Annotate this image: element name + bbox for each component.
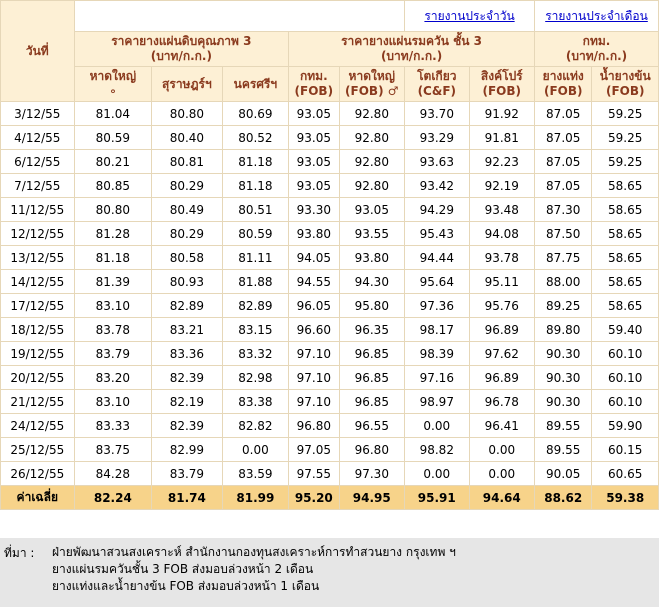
- price-cell: 82.39: [152, 366, 223, 390]
- group3-unit: (บาท/ก.ก.): [565, 49, 628, 63]
- price-cell: 84.28: [74, 462, 152, 486]
- column-header-unit: ∘: [109, 84, 117, 98]
- daily-report-link[interactable]: รายงานประจำวัน: [424, 8, 515, 23]
- price-cell: 60.10: [592, 366, 659, 390]
- price-cell: 93.48: [469, 198, 535, 222]
- spacer-cell: [74, 1, 405, 32]
- column-header: [469, 67, 535, 102]
- date-cell: 3/12/55: [1, 102, 75, 126]
- price-cell: 96.85: [339, 342, 405, 366]
- column-header-unit: (FOB): [294, 84, 334, 98]
- price-cell: 91.81: [469, 126, 535, 150]
- price-cell: 96.85: [339, 366, 405, 390]
- average-cell: 59.38: [592, 486, 659, 510]
- price-cell: 94.08: [469, 222, 535, 246]
- price-cell: 97.16: [405, 366, 469, 390]
- price-cell: 80.81: [152, 150, 223, 174]
- table-row: [1, 198, 659, 222]
- price-cell: 87.50: [535, 222, 592, 246]
- price-cell: 83.10: [74, 294, 152, 318]
- price-cell: 83.21: [152, 318, 223, 342]
- price-cell: 80.80: [152, 102, 223, 126]
- price-cell: 94.29: [405, 198, 469, 222]
- column-header-unit: (FOB): [605, 84, 645, 98]
- date-cell: 17/12/55: [1, 294, 75, 318]
- column-header-name: ยางแท่ง: [542, 69, 584, 83]
- table-row: [1, 294, 659, 318]
- table-row: [1, 126, 659, 150]
- table-row: [1, 390, 659, 414]
- table-row: [1, 366, 659, 390]
- price-cell: 60.10: [592, 342, 659, 366]
- price-cell: 93.30: [289, 198, 339, 222]
- price-cell: 98.39: [405, 342, 469, 366]
- source-line: ยางแท่งและน้ำยางข้น FOB ส่งมอบล่วงหน้า 1 เดือน: [52, 579, 320, 593]
- column-header-name: สุราษฎร์ฯ: [162, 76, 212, 91]
- column-header-name: น้ำยางข้น: [599, 69, 651, 83]
- price-cell: 92.19: [469, 174, 535, 198]
- price-cell: 93.05: [289, 126, 339, 150]
- price-cell: 95.11: [469, 270, 535, 294]
- table-row: [1, 102, 659, 126]
- price-cell: 81.04: [74, 102, 152, 126]
- price-cell: 96.80: [339, 438, 405, 462]
- price-cell: 97.30: [339, 462, 405, 486]
- price-cell: 96.78: [469, 390, 535, 414]
- price-cell: 80.58: [152, 246, 223, 270]
- price-cell: 93.05: [339, 198, 405, 222]
- date-cell: 26/12/55: [1, 462, 75, 486]
- average-cell: 88.62: [535, 486, 592, 510]
- daily-report-cell[interactable]: [405, 1, 535, 32]
- price-cell: 58.65: [592, 294, 659, 318]
- price-cell: 87.30: [535, 198, 592, 222]
- average-cell: 95.20: [289, 486, 339, 510]
- price-cell: 0.00: [469, 438, 535, 462]
- column-header: [222, 67, 288, 102]
- price-cell: 93.05: [289, 174, 339, 198]
- price-cell: 83.38: [222, 390, 288, 414]
- price-cell: 98.17: [405, 318, 469, 342]
- price-cell: 97.55: [289, 462, 339, 486]
- price-cell: 80.59: [74, 126, 152, 150]
- price-cell: 59.90: [592, 414, 659, 438]
- price-cell: 83.15: [222, 318, 288, 342]
- price-cell: 83.10: [74, 390, 152, 414]
- price-cell: 93.80: [339, 246, 405, 270]
- price-cell: 96.41: [469, 414, 535, 438]
- price-cell: 87.05: [535, 102, 592, 126]
- price-cell: 93.55: [339, 222, 405, 246]
- price-cell: 80.49: [152, 198, 223, 222]
- price-cell: 83.20: [74, 366, 152, 390]
- source-line: ยางแผ่นรมควันชั้น 3 FOB ส่งมอบล่วงหน้า 2 เดือน: [52, 562, 314, 576]
- price-cell: 59.40: [592, 318, 659, 342]
- price-cell: 89.25: [535, 294, 592, 318]
- column-header-name: โตเกียว: [417, 69, 457, 83]
- source-note: [0, 538, 659, 607]
- source-line: ฝ่ายพัฒนาสวนสงเคราะห์ สำนักงานกองทุนสงเคราะห์การทำสวนยาง กรุงเทพ ฯ: [52, 545, 456, 559]
- table-row: [1, 462, 659, 486]
- table-row: [1, 438, 659, 462]
- price-cell: 90.30: [535, 366, 592, 390]
- price-cell: 96.35: [339, 318, 405, 342]
- price-cell: 81.39: [74, 270, 152, 294]
- table-row: [1, 150, 659, 174]
- price-cell: 81.88: [222, 270, 288, 294]
- price-cell: 92.80: [339, 126, 405, 150]
- source-label: ที่มา :: [4, 546, 35, 560]
- price-cell: 81.28: [74, 222, 152, 246]
- price-cell: 82.19: [152, 390, 223, 414]
- table-row: [1, 174, 659, 198]
- bangkok-group-header: [535, 32, 659, 67]
- price-cell: 82.39: [152, 414, 223, 438]
- price-cell: 83.36: [152, 342, 223, 366]
- column-header-name: สิงค์โปร์: [480, 69, 523, 83]
- price-cell: 80.85: [74, 174, 152, 198]
- average-cell: 81.74: [152, 486, 223, 510]
- price-cell: 98.82: [405, 438, 469, 462]
- price-cell: 96.89: [469, 318, 535, 342]
- monthly-report-cell[interactable]: [535, 1, 659, 32]
- price-cell: 93.05: [289, 150, 339, 174]
- column-header: [339, 67, 405, 102]
- average-row: [1, 486, 659, 510]
- price-cell: 80.80: [74, 198, 152, 222]
- price-cell: 93.63: [405, 150, 469, 174]
- monthly-report-link[interactable]: รายงานประจำเดือน: [545, 8, 648, 23]
- price-cell: 95.80: [339, 294, 405, 318]
- price-cell: 81.11: [222, 246, 288, 270]
- price-cell: 60.10: [592, 390, 659, 414]
- price-cell: 59.25: [592, 150, 659, 174]
- date-cell: 13/12/55: [1, 246, 75, 270]
- price-cell: 58.65: [592, 222, 659, 246]
- price-cell: 93.42: [405, 174, 469, 198]
- average-cell: 82.24: [74, 486, 152, 510]
- price-cell: 58.65: [592, 270, 659, 294]
- date-cell: 7/12/55: [1, 174, 75, 198]
- price-cell: 89.55: [535, 414, 592, 438]
- price-cell: 80.52: [222, 126, 288, 150]
- group2-unit: (บาท/ก.ก.): [380, 49, 443, 63]
- date-cell: 4/12/55: [1, 126, 75, 150]
- price-cell: 83.79: [152, 462, 223, 486]
- date-header: วันที่: [1, 1, 75, 102]
- price-cell: 97.10: [289, 342, 339, 366]
- price-cell: 0.00: [405, 462, 469, 486]
- table-row: [1, 414, 659, 438]
- price-cell: 94.30: [339, 270, 405, 294]
- date-cell: 21/12/55: [1, 390, 75, 414]
- date-cell: 20/12/55: [1, 366, 75, 390]
- price-cell: 88.00: [535, 270, 592, 294]
- price-cell: 92.23: [469, 150, 535, 174]
- price-cell: 81.18: [74, 246, 152, 270]
- price-cell: 95.64: [405, 270, 469, 294]
- price-cell: 97.62: [469, 342, 535, 366]
- price-cell: 83.33: [74, 414, 152, 438]
- price-cell: 98.97: [405, 390, 469, 414]
- price-cell: 93.29: [405, 126, 469, 150]
- column-header: [535, 67, 592, 102]
- smoked-sheet-group-header: [289, 32, 535, 67]
- group2-title: ราคายางแผ่นรมควัน ชั้น 3: [341, 34, 483, 48]
- column-header-name: หาดใหญ่: [89, 69, 137, 83]
- price-cell: 83.59: [222, 462, 288, 486]
- price-cell: 82.98: [222, 366, 288, 390]
- price-cell: 97.10: [289, 366, 339, 390]
- price-cell: 97.05: [289, 438, 339, 462]
- price-cell: 95.76: [469, 294, 535, 318]
- price-cell: 87.05: [535, 174, 592, 198]
- price-cell: 80.29: [152, 174, 223, 198]
- price-cell: 80.59: [222, 222, 288, 246]
- column-header-name: หาดใหญ่: [348, 69, 395, 83]
- table-row: [1, 270, 659, 294]
- price-cell: 58.65: [592, 174, 659, 198]
- column-header: [592, 67, 659, 102]
- price-cell: 0.00: [405, 414, 469, 438]
- date-cell: 6/12/55: [1, 150, 75, 174]
- price-cell: 87.75: [535, 246, 592, 270]
- group1-title: ราคายางแผ่นดิบคุณภาพ 3: [111, 34, 252, 48]
- table-row: [1, 222, 659, 246]
- price-cell: 92.80: [339, 102, 405, 126]
- price-cell: 80.29: [152, 222, 223, 246]
- column-header: [405, 67, 469, 102]
- average-label: ค่าเฉลี่ย: [1, 486, 75, 510]
- price-cell: 93.80: [289, 222, 339, 246]
- price-cell: 96.85: [339, 390, 405, 414]
- price-cell: 82.82: [222, 414, 288, 438]
- table-row: [1, 246, 659, 270]
- group3-title: กทม.: [582, 34, 611, 48]
- price-cell: 81.18: [222, 174, 288, 198]
- table-row: [1, 318, 659, 342]
- price-cell: 90.30: [535, 390, 592, 414]
- table-row: [1, 342, 659, 366]
- average-cell: 95.91: [405, 486, 469, 510]
- column-header-unit: (FOB) ♂: [345, 84, 399, 98]
- price-cell: 82.89: [152, 294, 223, 318]
- price-cell: 90.30: [535, 342, 592, 366]
- price-cell: 83.32: [222, 342, 288, 366]
- price-cell: 96.60: [289, 318, 339, 342]
- price-cell: 60.65: [592, 462, 659, 486]
- column-header-unit: (FOB): [482, 84, 522, 98]
- average-cell: 94.64: [469, 486, 535, 510]
- average-cell: 81.99: [222, 486, 288, 510]
- price-cell: 93.70: [405, 102, 469, 126]
- price-cell: 80.93: [152, 270, 223, 294]
- date-cell: 14/12/55: [1, 270, 75, 294]
- price-cell: 59.25: [592, 126, 659, 150]
- price-cell: 87.05: [535, 150, 592, 174]
- price-cell: 96.80: [289, 414, 339, 438]
- column-header-name: นครศรีฯ: [233, 76, 278, 91]
- price-cell: 96.05: [289, 294, 339, 318]
- price-cell: 82.99: [152, 438, 223, 462]
- date-cell: 18/12/55: [1, 318, 75, 342]
- price-cell: 92.80: [339, 174, 405, 198]
- price-cell: 90.05: [535, 462, 592, 486]
- price-cell: 94.05: [289, 246, 339, 270]
- price-cell: 83.78: [74, 318, 152, 342]
- price-cell: 96.89: [469, 366, 535, 390]
- price-cell: 60.15: [592, 438, 659, 462]
- column-header-name: กทม.: [299, 69, 328, 83]
- price-cell: 80.51: [222, 198, 288, 222]
- price-cell: 97.36: [405, 294, 469, 318]
- price-cell: 83.75: [74, 438, 152, 462]
- average-cell: 94.95: [339, 486, 405, 510]
- price-cell: 92.80: [339, 150, 405, 174]
- date-cell: 24/12/55: [1, 414, 75, 438]
- price-cell: 0.00: [469, 462, 535, 486]
- date-cell: 25/12/55: [1, 438, 75, 462]
- price-cell: 93.05: [289, 102, 339, 126]
- price-cell: 59.25: [592, 102, 659, 126]
- column-header: [152, 67, 223, 102]
- price-cell: 97.10: [289, 390, 339, 414]
- price-cell: 95.43: [405, 222, 469, 246]
- price-cell: 80.69: [222, 102, 288, 126]
- price-cell: 94.44: [405, 246, 469, 270]
- price-cell: 93.78: [469, 246, 535, 270]
- price-cell: 94.55: [289, 270, 339, 294]
- price-cell: 83.79: [74, 342, 152, 366]
- price-cell: 82.89: [222, 294, 288, 318]
- date-cell: 11/12/55: [1, 198, 75, 222]
- price-cell: 91.92: [469, 102, 535, 126]
- price-cell: 89.55: [535, 438, 592, 462]
- price-cell: 58.65: [592, 198, 659, 222]
- price-cell: 81.18: [222, 150, 288, 174]
- price-cell: 96.55: [339, 414, 405, 438]
- column-header-unit: (C&F): [417, 84, 456, 98]
- date-cell: 12/12/55: [1, 222, 75, 246]
- price-cell: 87.05: [535, 126, 592, 150]
- price-cell: 80.40: [152, 126, 223, 150]
- price-cell: 80.21: [74, 150, 152, 174]
- column-header-unit: (FOB): [543, 84, 583, 98]
- column-header: [289, 67, 339, 102]
- price-cell: 0.00: [222, 438, 288, 462]
- unsmoked-sheet-group-header: [74, 32, 289, 67]
- column-header: [74, 67, 152, 102]
- price-cell: 89.80: [535, 318, 592, 342]
- price-cell: 58.65: [592, 246, 659, 270]
- date-cell: 19/12/55: [1, 342, 75, 366]
- group1-unit: (บาท/ก.ก.): [150, 49, 212, 63]
